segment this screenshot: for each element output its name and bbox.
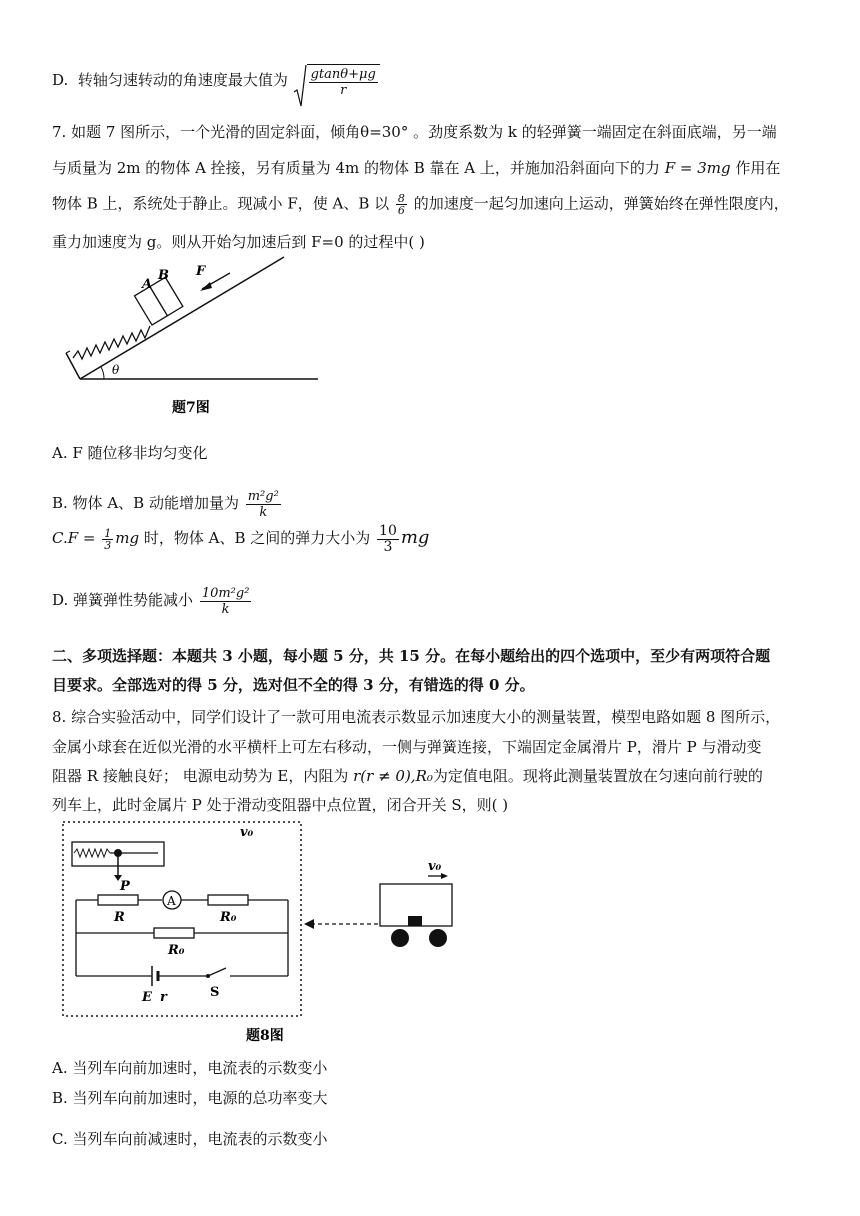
label-theta: θ: [112, 363, 120, 377]
option-label: D.: [52, 71, 69, 89]
force-expression: F = 3mg: [664, 159, 731, 177]
figure-7: [60, 255, 330, 420]
sqrt-expression: [293, 64, 380, 98]
fraction-numerator: 1: [104, 526, 112, 540]
fraction-numerator: 8: [397, 192, 405, 205]
figure-8: [58, 818, 478, 1048]
q7-line-3: [52, 193, 820, 216]
switch-label: S: [210, 985, 220, 1000]
fraction-numerator: gtanθ+μg: [310, 67, 376, 82]
fraction-denominator: k: [221, 601, 230, 617]
q7-line-2-end: 作用在: [735, 159, 781, 177]
q6-option-d: [52, 64, 820, 98]
ammeter-label: A: [167, 894, 176, 908]
fraction-denominator: r: [340, 83, 347, 98]
q8-option-a: A. 当列车向前加速时，电流表的示数变小: [52, 1059, 328, 1077]
mg-symbol: mg: [115, 529, 140, 547]
label-f: F: [196, 264, 206, 279]
p-label: P: [120, 879, 130, 894]
emf-label: E: [142, 990, 152, 1005]
label-a: A: [142, 277, 153, 292]
q8-option-c: C. 当列车向前减速时，电流表的示数变小: [52, 1130, 328, 1148]
section-2-line-2: 目要求。全部选对的得 5 分，选对但不全的得 3 分，有错选的得 0 分。: [52, 676, 535, 694]
label-b: B: [158, 268, 169, 283]
q7-line-2-text: 与质量为 2m 的物体 A 拴接，另有质量为 4m 的物体 B 靠在 A 上，并施加沿斜面向下的力: [52, 159, 660, 177]
q7-line-1: 7. 如题 7 图所示，一个光滑的固定斜面，倾角θ=30° 。劲度系数为 k 的轻弹簧一端固定在斜面底端，另一端: [52, 123, 777, 141]
q7-option-c: [52, 522, 820, 555]
q7-option-d: [52, 582, 820, 618]
fraction-denominator: 3: [383, 538, 393, 555]
q7-line-2: [52, 158, 820, 178]
v0-label: v₀: [240, 825, 254, 840]
q8-line-3-text: 阻器 R 接触良好； 电源电动势为 E，内阻为: [52, 767, 349, 785]
fraction-denominator: 6: [397, 204, 405, 217]
mg-symbol: mg: [400, 527, 430, 548]
q7-option-b: [52, 488, 820, 520]
fraction-denominator: 3: [104, 538, 112, 552]
section-2-line-1: 二、多项选择题：本题共 3 小题，每小题 5 分，共 15 分。在每小题给出的四个选项中，至少有两项符合题: [52, 647, 771, 665]
option-c-prefix: C.F =: [52, 529, 96, 547]
option-text: 转轴匀速转动的角速度最大值为: [77, 71, 288, 89]
fraction-denominator: k: [259, 504, 268, 520]
sqrt-sign-icon: [293, 64, 307, 108]
internal-r-label: r: [160, 990, 167, 1005]
q7-line-3-text: 物体 B 上，系统处于静止。现减小 F，使 A、B 以: [52, 194, 390, 213]
fraction-numerator: 10m²g²: [201, 585, 250, 601]
fraction-numerator: m²g²: [247, 488, 279, 504]
q8-line-1: 8. 综合实验活动中，同学们设计了一款可用电流表示数显示加速度大小的测量装置，模型电路如题 8 图所示，: [52, 708, 781, 726]
option-text: 时，物体 A、B 之间的弹力大小为: [139, 529, 371, 547]
rheostat-label: R: [114, 910, 125, 925]
option-text: B. 物体 A、B 动能增加量为: [52, 494, 239, 512]
resistance-expression: r(r ≠ 0),R₀: [353, 767, 433, 785]
q8-line-3: [52, 766, 820, 786]
q8-option-b: B. 当列车向前加速时，电源的总功率变大: [52, 1089, 328, 1107]
r0-mid-label: R₀: [168, 943, 185, 958]
figure-8-caption: 题8图: [246, 1028, 284, 1044]
figure-7-caption: 题7图: [172, 400, 210, 416]
q7-line-4: 重力加速度为 g。则从开始匀加速后到 F=0 的过程中( ): [52, 233, 425, 251]
fraction-numerator: 10: [379, 522, 397, 539]
option-text: D. 弹簧弹性势能减小: [52, 591, 194, 609]
q7-line-3-end: 的加速度一起匀加速向上运动，弹簧始终在弹性限度内，: [413, 194, 789, 213]
q8-line-3-end: 为定值电阻。现将此测量装置放在匀速向前行驶的: [432, 767, 763, 785]
cart-v0-label: v₀: [428, 859, 442, 874]
q8-line-2: 金属小球套在近似光滑的水平横杆上可左右移动，一侧与弹簧连接，下端固定金属滑片 P，滑片 P 与滑动变: [52, 738, 762, 756]
r0-top-label: R₀: [220, 910, 237, 925]
q8-line-4: 列车上，此时金属片 P 处于滑动变阻器中点位置，闭合开关 S，则( ): [52, 796, 509, 814]
q7-option-a: A. F 随位移非均匀变化: [52, 444, 208, 462]
